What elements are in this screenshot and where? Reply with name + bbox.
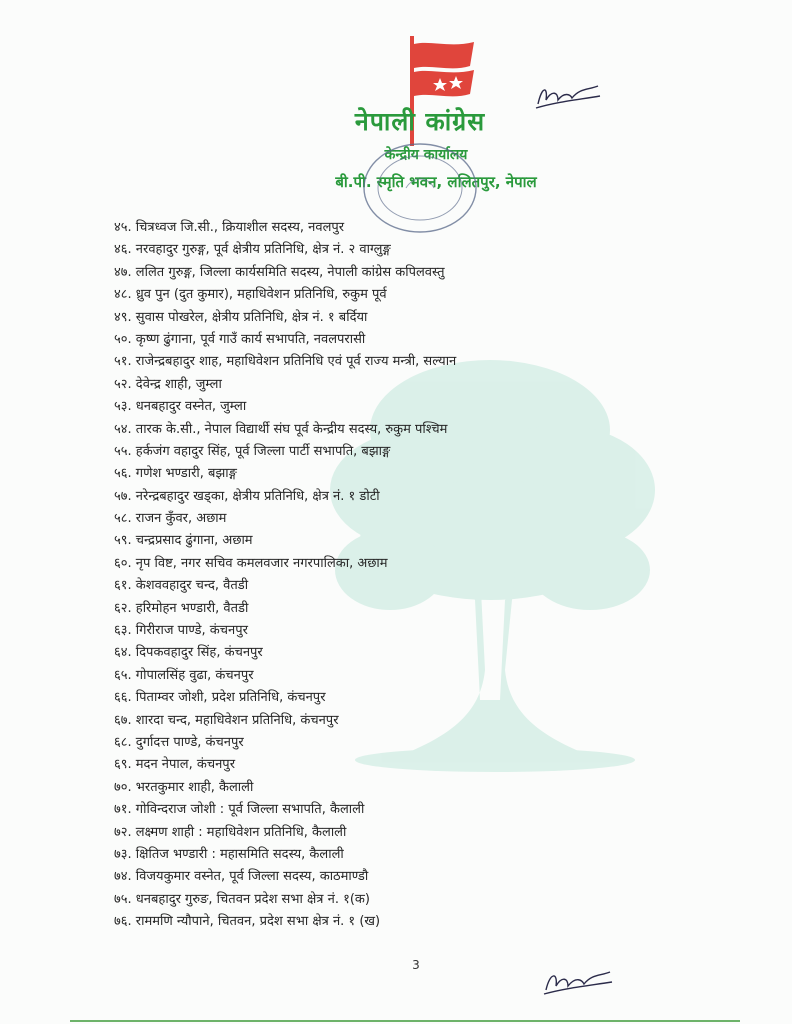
list-item: ६०. नृप विष्ट, नगर सचिव कमलवजार नगरपालिका, अछाम — [114, 555, 388, 571]
list-item: ५९. चन्द्रप्रसाद ढुंगाना, अछाम — [114, 533, 253, 549]
list-item: ६९. मदन नेपाल, कंचनपुर — [114, 757, 236, 773]
list-item: ४६. नरवहादुर गुरुङ्ग, पूर्व क्षेत्रीय प्रतिनिधि, क्षेत्र नं. २ वाग्लुङ्ग — [114, 242, 391, 258]
list-item: ५१. राजेन्द्रबहादुर शाह, महाधिवेशन प्रतिनिधि एवं पूर्व राज्य मन्त्री, सल्यान — [114, 354, 457, 370]
list-item: ४९. सुवास पोखरेल, क्षेत्रीय प्रतिनिधि, क्षेत्र नं. १ बर्दिया — [114, 309, 368, 325]
member-list — [114, 217, 734, 934]
signature — [532, 78, 604, 116]
office-address: बी.पी. स्मृति भवन, ललितपुर, नेपाल — [335, 173, 537, 191]
list-item: ६८. दुर्गादत्त पाण्डे, कंचनपुर — [114, 734, 244, 750]
organization-name: नेपाली कांग्रेस — [354, 107, 486, 136]
list-item: ५६. गणेश भण्डारी, बझाङ्ग — [114, 466, 237, 482]
list-item: ७३. क्षितिज भण्डारी : महासमिति सदस्य, कैलाली — [114, 846, 344, 862]
office-name: केन्द्रीय कार्यालय — [384, 147, 468, 163]
footer-divider — [70, 1020, 740, 1022]
list-item: ५७. नरेन्द्रबहादुर खड्का, क्षेत्रीय प्रतिनिधि, क्षेत्र नं. १ डोटी — [114, 488, 380, 504]
list-item: ६६. पिताम्वर जोशी, प्रदेश प्रतिनिधि, कंचनपुर — [114, 690, 326, 706]
list-item: ६२. हरिमोहन भण्डारी, वैतडी — [114, 600, 249, 616]
list-item: ५३. धनबहादुर वस्नेत, जुम्ला — [114, 399, 247, 415]
list-item: ४७. ललित गुरुङ्ग, जिल्ला कार्यसमिति सदस्य, नेपाली कांग्रेस कपिलवस्तु — [114, 264, 445, 280]
list-item: ४५. चित्रध्वज जि.सी., क्रियाशील सदस्य, नवलपुर — [114, 220, 345, 235]
list-item: ६३. गिरीराज पाण्डे, कंचनपुर — [114, 623, 248, 639]
list-item: ७४. विजयकुमार वस्नेत, पूर्व जिल्ला सदस्य, काठमाण्डौ — [114, 869, 369, 885]
list-item: ७२. लक्ष्मण शाही : महाधिवेशन प्रतिनिधि, कैलाली — [114, 824, 347, 840]
list-item: ५८. राजन कुँवर, अछाम — [114, 511, 227, 527]
list-item: ७०. भरतकुमार शाही, कैलाली — [114, 779, 254, 795]
list-item: ५०. कृष्ण ढुंगाना, पूर्व गाउँ कार्य सभापति, नवलपरासी — [114, 331, 366, 347]
list-item: ७५. धनबहादुर गुरुङ, चितवन प्रदेश सभा क्षेत्र नं. १(क) — [114, 891, 370, 907]
list-item: ५५. हर्कजंग वहादुर सिंह, पूर्व जिल्ला पार्टी सभापति, बझाङ्ग — [114, 443, 391, 459]
list-item: ६५. गोपालसिंह वुढा, कंचनपुर — [114, 667, 254, 683]
list-item: ६४. दिपकवहादुर सिंह, कंचनपुर — [114, 645, 263, 661]
list-item: ४८. ध्रुव पुन (दुत कुमार), महाधिवेशन प्रतिनिधि, रुकुम पूर्व — [114, 287, 387, 303]
page-number: 3 — [412, 958, 420, 972]
list-item: ६१. केशववहादुर चन्द, वैतडी — [114, 578, 249, 594]
list-item: ५२. देवेन्द्र शाही, जुम्ला — [114, 376, 222, 392]
list-item: ६७. शारदा चन्द, महाधिवेशन प्रतिनिधि, कंचनपुर — [114, 712, 339, 728]
list-item: ७६. राममणि न्यौपाने, चितवन, प्रदेश सभा क्षेत्र नं. १ (ख) — [114, 914, 381, 930]
list-item: ७१. गोविन्दराज जोशी : पूर्व जिल्ला सभापति, कैलाली — [114, 802, 365, 818]
list-item: ५४. तारक के.सी., नेपाल विद्यार्थी संघ पूर्व केन्द्रीय सदस्य, रुकुम पश्चिम — [114, 421, 448, 437]
